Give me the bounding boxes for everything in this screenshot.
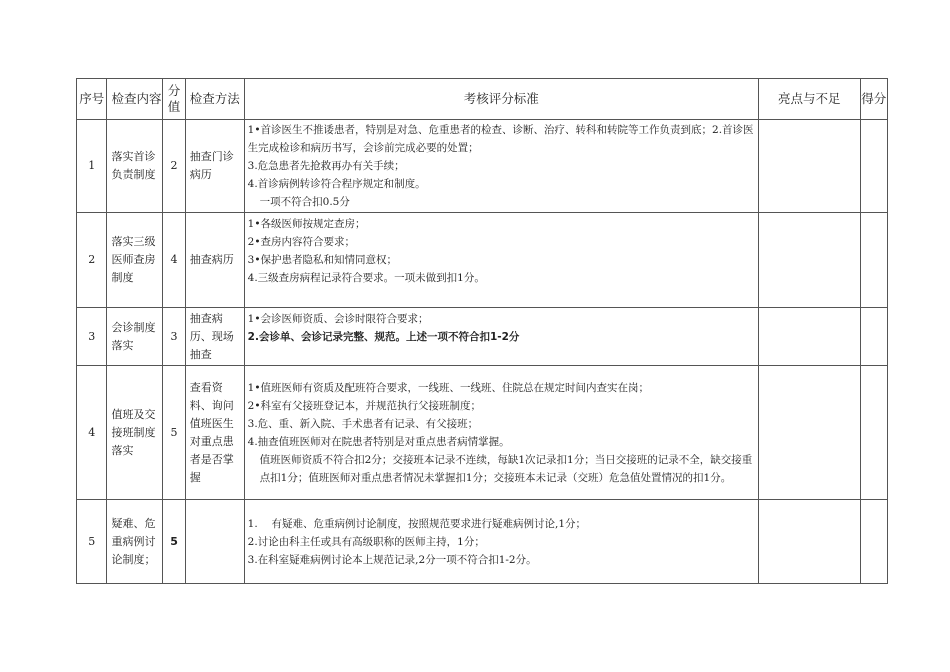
header-highlights: 亮点与不足 [758,79,860,120]
criteria-line: 4.三级查房病程记录符合要求。一项未做到扣1分。 [247,272,485,284]
inspection-scoring-table [76,78,888,584]
header-method: 检查方法 [185,79,244,120]
criteria-line: 2.讨论由科主任或具有高级职称的医师主持，1分； [247,535,485,548]
row-item: 疑难、危重病例讨论制度； [107,500,163,584]
table-row [77,213,888,308]
criteria-line: 3•保护患者隐私和知情同意权； [247,254,398,266]
row-score: 5 [163,500,185,584]
row-got-cell [860,500,887,584]
row-got-cell [860,366,887,500]
row-criteria [244,308,758,366]
row-got-cell [860,120,887,213]
row-highlights-cell [758,366,860,500]
row-got-cell [860,213,887,308]
row-item: 落实三级医师查房制度 [107,213,163,308]
header-item: 检查内容 [107,79,163,120]
row-method: 抽查病历 [185,213,244,308]
header-got: 得分 [860,79,887,120]
table-row [77,500,888,584]
criteria-line: 4.抽查值班医师对在院患者特别是对重点患者病情掌握。 [247,435,510,448]
row-highlights-cell [758,213,860,308]
criteria-line: 1•会诊医师资质、会诊时限符合要求； [247,313,429,325]
row-method: 抽查病历、现场抽查 [185,308,244,366]
row-criteria [244,366,758,500]
row-criteria [244,120,758,213]
header-criteria: 考核评分标准 [244,79,758,120]
row-number: 3 [77,308,107,366]
row-item: 会诊制度落实 [107,308,163,366]
table-row [77,120,888,213]
row-item: 值班及交接班制度落实 [107,366,163,500]
criteria-line: 1•值班医师有资质及配班符合要求，一线班、一线班、住院总在规定时间内查实在岗； [247,381,650,394]
criteria-line: 3.在科室疑难病例讨论本上规范记录,2分一项不符合扣1-2分。 [247,553,537,566]
criteria-line: 1. 有疑难、危重病例讨论制度，按照规范要求进行疑难病例讨论,1分； [247,517,587,530]
table-row [77,366,888,500]
criteria-line: 3.危急患者先抢救再办有关手续； [247,160,405,172]
row-item: 落实首诊负责制度 [107,120,163,213]
row-got-cell [860,308,887,366]
header-row [77,79,888,120]
row-number: 5 [77,500,107,584]
criteria-line: 2•科室有父接班登记本，并规范执行父接班制度； [247,399,482,412]
row-number: 1 [77,120,107,213]
criteria-line: 1•首诊医生不推诿患者，特别是对急、危重患者的检查、诊断、治疗、转科和转院等工作负责到底；2.首诊医生完成检诊和病历书写，会诊前完成必要的处置； [247,124,754,154]
row-highlights-cell [758,120,860,213]
header-no: 序号 [77,79,107,120]
row-score: 3 [163,308,185,366]
row-method [185,500,244,584]
row-score: 5 [163,366,185,500]
header-score: 分值 [163,79,185,120]
row-score: 4 [163,213,185,308]
row-number: 2 [77,213,107,308]
row-criteria [244,213,758,308]
criteria-line: 2•查房内容符合要求； [247,236,356,248]
criteria-line: 一项不符合扣0.5分 [259,196,350,208]
row-score: 2 [163,120,185,213]
row-highlights-cell [758,308,860,366]
criteria-line: 值班医师资质不符合扣2分；交接班本记录不连续，每缺1次记录扣1分；当日交接班的记录不全，缺交接重点扣1分；值班医师对重点患者情况未掌握扣1分；交接班本未记录（交班）危急值处置情况的扣1分。 [259,453,753,484]
table-row [77,308,888,366]
row-number: 4 [77,366,107,500]
criteria-line: 3.危、重、新入院、手术患者有记录、有父接班； [247,417,479,430]
criteria-line: 4.首诊病例转诊符合程序规定和制度。 [247,178,426,190]
row-highlights-cell [758,500,860,584]
row-method: 抽查门诊病历 [185,120,244,213]
row-criteria [244,500,758,584]
criteria-line: 1•各级医师按规定查房； [247,218,366,230]
criteria-line: 2.会诊单、会诊记录完整、规范。上述一项不符合扣1-2分 [247,331,520,343]
row-method: 查看资料、询问值班医生对重点患者是否掌握 [185,366,244,500]
